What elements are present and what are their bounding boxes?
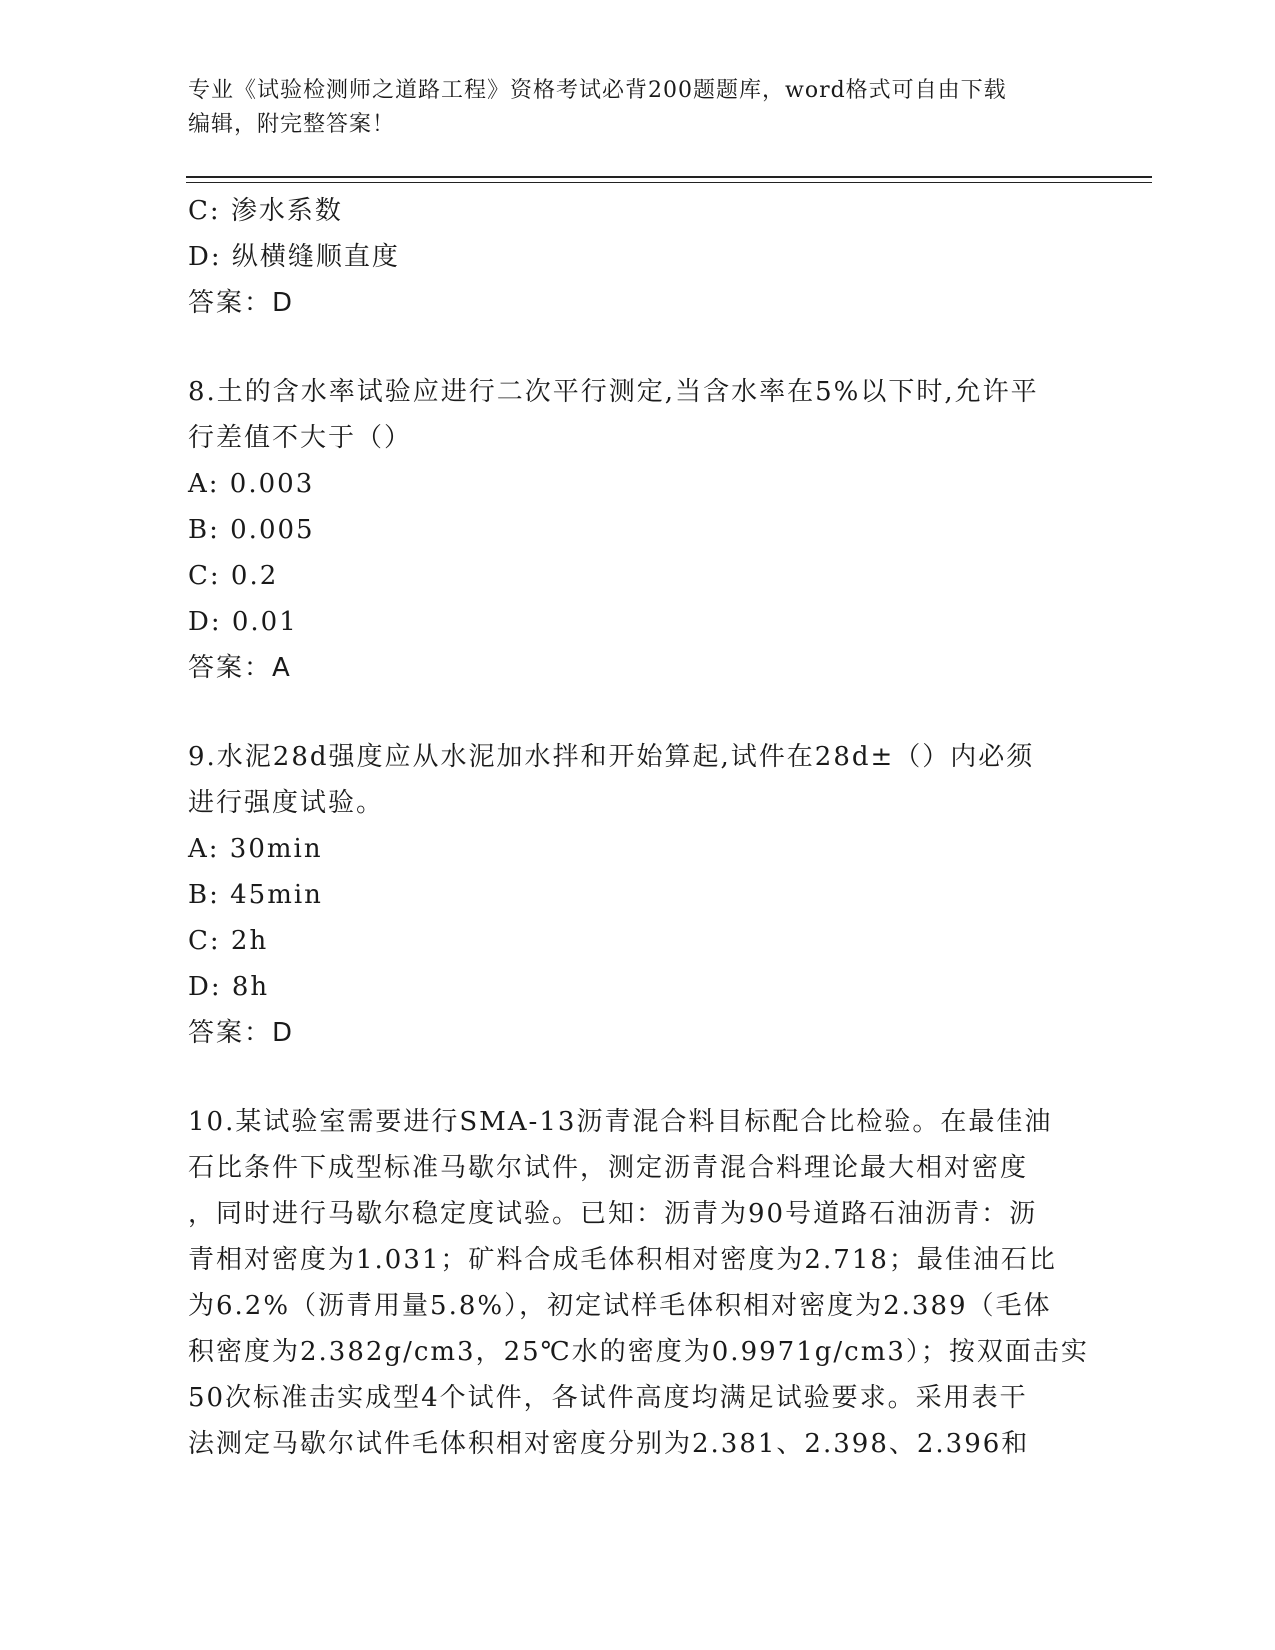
q10-text-line-4: 青相对密度为1.031；矿料合成毛体积相对密度为2.718；最佳油石比	[188, 1245, 1057, 1275]
q10-text-line-5: 为6.2%（沥青用量5.8%），初定试样毛体积相对密度为2.389（毛体	[188, 1291, 1052, 1321]
page-header	[188, 74, 1068, 142]
spacer	[188, 326, 1088, 369]
q8-option-c: C: 0.2	[188, 561, 279, 591]
q10-text-line-6: 积密度为2.382g/cm3，25℃水的密度为0.9971g/cm3）；按双面击实	[188, 1337, 1089, 1367]
q10-text-line-1: 10.某试验室需要进行SMA-13沥青混合料目标配合比检验。在最佳油	[188, 1107, 1053, 1137]
q9-text-line-1: 9.水泥28d强度应从水泥加水拌和开始算起,试件在28d±（）内必须	[188, 742, 1035, 772]
q9-text-line-2: 进行强度试验。	[188, 788, 385, 818]
q8-answer: 答案：A	[188, 653, 292, 683]
spacer	[188, 691, 1088, 734]
question-content	[188, 188, 1088, 1467]
q9-option-b: B: 45min	[188, 880, 323, 910]
header-title-line-2: 编辑，附完整答案！	[188, 112, 396, 137]
q10-text-line-7: 50次标准击实成型4个试件，各试件高度均满足试验要求。采用表干	[188, 1383, 1028, 1413]
q10-text-line-8: 法测定马歇尔试件毛体积相对密度分别为2.381、2.398、2.396和	[188, 1429, 1030, 1459]
q8-text-line-1: 8.土的含水率试验应进行二次平行测定,当含水率在5%以下时,允许平	[188, 377, 1039, 407]
header-divider-thin	[186, 182, 1152, 183]
q8-option-d: D: 0.01	[188, 607, 298, 637]
prev-option-c: C: 渗水系数	[188, 196, 343, 226]
q9-option-d: D: 8h	[188, 972, 270, 1002]
q8-text-line-2: 行差值不大于（）	[188, 423, 413, 453]
header-divider-thick	[186, 176, 1152, 178]
q10-text-line-3: ，同时进行马歇尔稳定度试验。已知：沥青为90号道路石油沥青：沥	[188, 1199, 1038, 1229]
q8-option-b: B: 0.005	[188, 515, 315, 545]
prev-answer: 答案：D	[188, 288, 295, 318]
q9-option-c: C: 2h	[188, 926, 269, 956]
q9-answer: 答案：D	[188, 1018, 295, 1048]
q10-text-line-2: 石比条件下成型标准马歇尔试件，测定沥青混合料理论最大相对密度	[188, 1153, 1029, 1183]
spacer	[188, 1056, 1088, 1099]
prev-option-d: D: 纵横缝顺直度	[188, 242, 400, 272]
q8-option-a: A: 0.003	[188, 469, 315, 499]
q9-option-a: A: 30min	[188, 834, 323, 864]
header-title-line-1: 专业《试验检测师之道路工程》资格考试必背200题题库，word格式可自由下载	[188, 78, 1007, 103]
